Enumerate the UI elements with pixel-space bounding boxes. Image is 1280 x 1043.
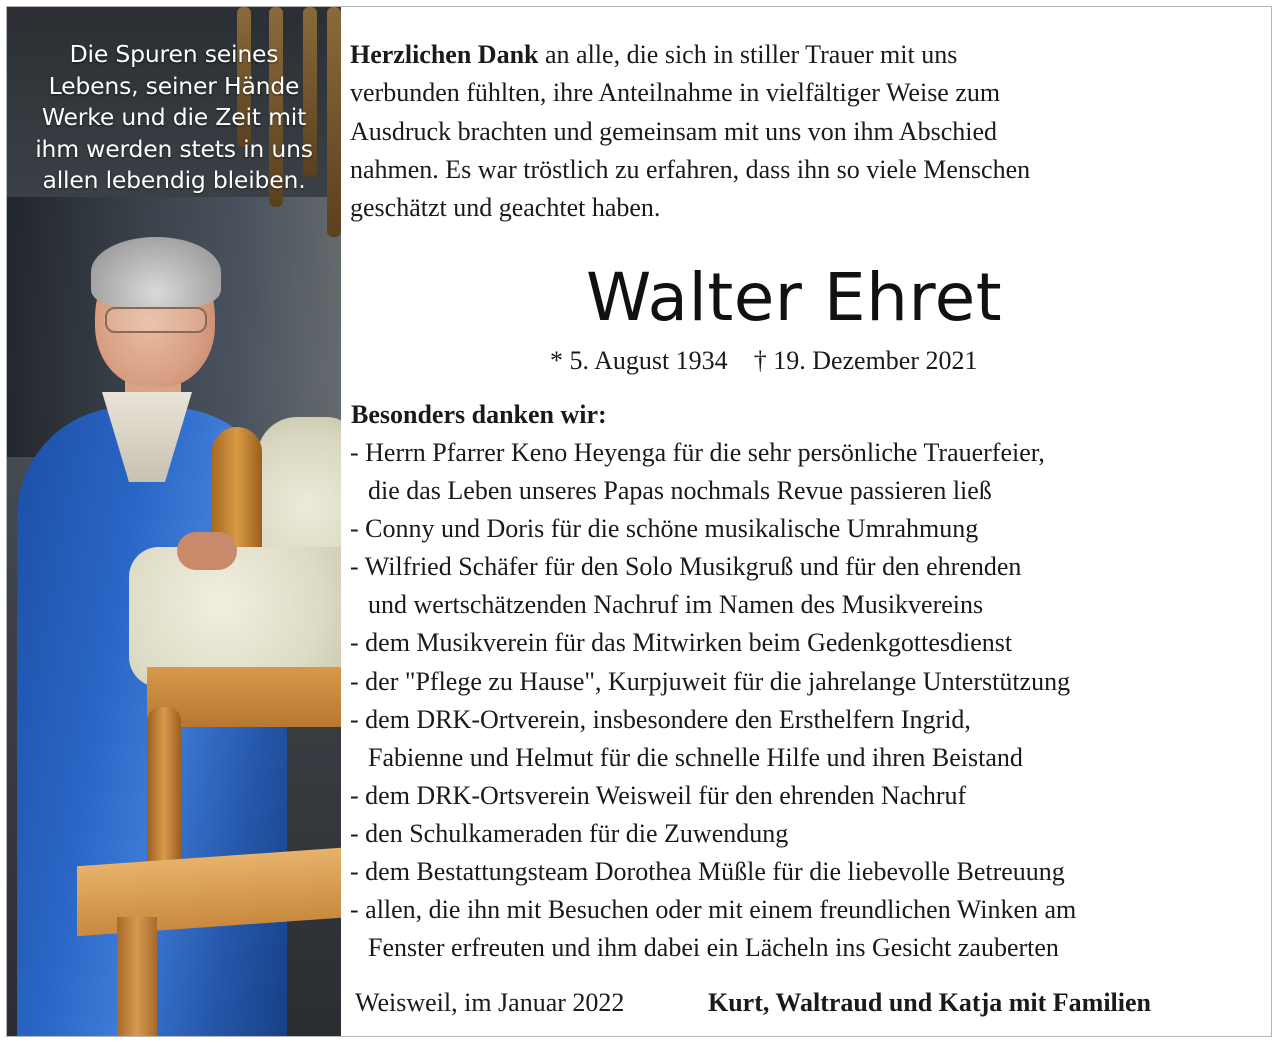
intro-line: geschätzt und geachtet haben. (350, 193, 661, 223)
intro-lead: Herzlichen Dank (350, 40, 539, 69)
life-dates (550, 342, 978, 380)
thanks-item: - dem DRK-Ortverein, insbesondere den Ersthelfern Ingrid, (350, 704, 971, 734)
thanks-list (350, 434, 1270, 967)
thanks-item: - Conny und Doris für die schöne musikalische Umrahmung (350, 514, 979, 544)
hand (177, 532, 237, 570)
grey-hair (91, 237, 221, 307)
sofa-leg (147, 707, 181, 877)
thanks-item: - Herrn Pfarrer Keno Heyenga für die sehr persönliche Trauerfeier, (350, 438, 1045, 467)
thanks-item: - Wilfried Schäfer für den Solo Musikgruß und für den ehrenden (350, 552, 1022, 582)
memorial-quote (7, 39, 341, 197)
portrait-photo (7, 7, 341, 1036)
thanks-item: - dem Musikverein für das Mitwirken beim Gedenkgottesdienst (350, 628, 1013, 658)
thanks-item: - dem DRK-Ortsverein Weisweil für den ehrenden Nachruf (350, 780, 967, 810)
thanks-item-continuation: Fabienne und Helmut für die schnelle Hilfe und ihren Beistand (368, 742, 1023, 772)
thanks-heading: Besonders danken wir: (351, 400, 607, 429)
thanks-item: - der "Pflege zu Hause", Kurpjuweit für die jahrelange Unterstützung (350, 666, 1071, 696)
quote-line: ihm werden stets in uns (35, 134, 313, 163)
workbench-leg (117, 917, 157, 1036)
quote-line: Lebens, seiner Hände (48, 71, 300, 100)
thanks-item: - den Schulkameraden für die Zuwendung (350, 818, 789, 848)
place-and-date: Weisweil, im Januar 2022 (355, 988, 625, 1017)
thanks-item-continuation: Fenster erfreuten und ihm dabei ein Lächeln ins Gesicht zauberten (368, 933, 1059, 963)
intro-line: nahmen. Es war tröstlich zu erfahren, dass ihn so viele Menschen (350, 154, 1031, 184)
signature: Kurt, Waltraud und Katja mit Familien (708, 988, 1151, 1017)
intro-line: Ausdruck brachten und gemeinsam mit uns von ihm Abschied (350, 116, 998, 146)
intro-text (350, 36, 1260, 227)
birth-date: * 5. August 1934 (550, 346, 728, 375)
quote-line: Die Spuren seines (69, 40, 279, 68)
intro-line: verbunden fühlten, ihre Anteilnahme in vielfältiger Weise zum (350, 78, 1001, 108)
thanks-item: - allen, die ihn mit Besuchen oder mit einem freundlichen Winken am (350, 895, 1077, 925)
thanks-item-continuation: die das Leben unseres Papas nochmals Revue passieren ließ (368, 476, 992, 506)
glasses (105, 307, 207, 333)
thanks-item-continuation: und wertschätzenden Nachruf im Namen des Musikvereins (368, 590, 984, 620)
quote-line: Werke und die Zeit mit (41, 103, 307, 131)
sofa-seat (129, 547, 341, 687)
death-date: † 19. Dezember 2021 (753, 346, 978, 375)
intro-line-rest: an alle, die sich in stiller Trauer mit uns (538, 40, 958, 69)
thanks-item: - dem Bestattungsteam Dorothea Müßle für die liebevolle Betreuung (350, 857, 1065, 887)
deceased-name: Walter Ehret (586, 259, 1003, 336)
intro-line (350, 36, 1260, 74)
quote-line: allen lebendig bleiben. (42, 166, 306, 194)
